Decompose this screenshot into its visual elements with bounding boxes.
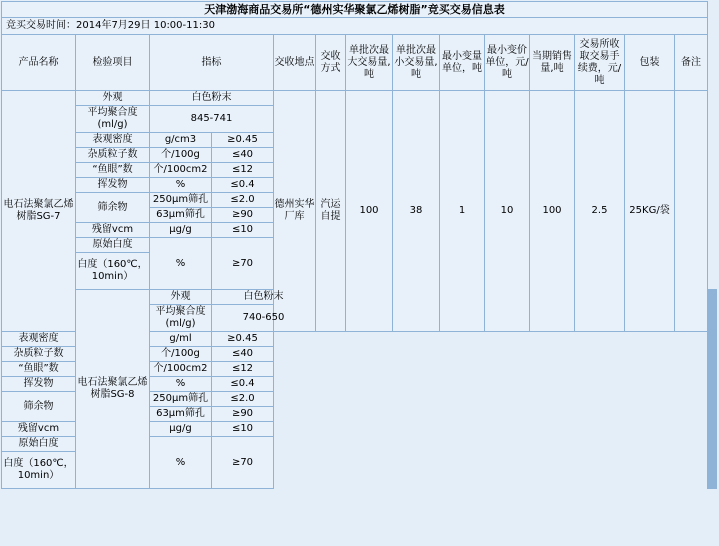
spec-item: 外观 [150,290,212,305]
delivery-location: 德州实华厂库 [274,91,316,332]
header-package: 包装 [625,35,675,91]
header-min-qty: 单批次最小交易量,吨 [393,35,440,91]
spec-unit: 个/100cm2 [150,362,212,377]
price-step: 10 [485,91,530,332]
header-index: 指标 [150,35,274,91]
spec-item: 残留vcm [2,422,76,437]
package: 25KG/袋 [625,91,675,332]
spec-item: 挥发物 [2,377,76,392]
delivery-method: 汽运自提 [316,91,346,332]
fee: 2.5 [575,91,625,332]
spec-unit: % [150,437,212,489]
spec-item: 杂质粒子数 [76,148,150,163]
remark [716,290,717,489]
header-remark: 备注 [675,35,708,91]
product-name: 电石法聚氯乙烯树脂SG-7 [2,91,76,332]
spec-item: “鱼眼”数 [2,362,76,377]
spec-value: ≤2.0 [212,392,274,407]
spec-value: ≤12 [212,163,274,178]
spec-unit: 个/100g [150,347,212,362]
spec-value: 845-741 [150,106,274,133]
spec-unit: 63μm筛孔 [150,407,212,422]
trade-info-table [1,1,717,489]
spec-item: 表观密度 [76,133,150,148]
spec-value: 740-650 [212,305,316,332]
spec-item: 挥发物 [76,178,150,193]
spec-unit: μg/g [150,422,212,437]
max-qty: 100 [346,91,393,332]
spec-value: ≤10 [212,223,274,238]
spec-unit: g/ml [150,332,212,347]
spec-value: ≤40 [212,148,274,163]
spec-unit: 63μm筛孔 [150,208,212,223]
spec-value: ≤2.0 [212,193,274,208]
spec-value: ≤12 [212,362,274,377]
spec-unit: 250μm筛孔 [150,392,212,407]
spec-item: 原始白度 [76,238,150,253]
min-step: 1 [440,91,485,332]
spec-value: ≤40 [212,347,274,362]
header-price-step: 最小变价单位，元/吨 [485,35,530,91]
sale-qty: 100 [530,91,575,332]
spec-unit: % [150,238,212,290]
page-title: 天津渤海商品交易所“德州实华聚氯乙烯树脂”竞买交易信息表 [2,2,708,18]
spec-item: 残留vcm [76,223,150,238]
spec-item: 平均聚合度(ml/g) [76,106,150,133]
spec-value: ≥0.45 [212,133,274,148]
header-sale-qty: 当期销售量,吨 [530,35,575,91]
spec-unit: % [150,178,212,193]
product-name: 电石法聚氯乙烯树脂SG-8 [76,290,150,489]
spec-unit: % [150,377,212,392]
spec-item: 杂质粒子数 [2,347,76,362]
spec-item: 白度（160℃，10min） [76,253,150,290]
spec-item: 平均聚合度(ml/g) [150,305,212,332]
spec-unit: 250μm筛孔 [150,193,212,208]
spec-item: “鱼眼”数 [76,163,150,178]
session-time: 竞买交易时间：2014年7月29日 10:00-11:30 [2,18,708,35]
min-qty: 38 [393,91,440,332]
header-min-step: 最小变量单位，吨 [440,35,485,91]
spec-unit: 个/100g [150,148,212,163]
spec-value: ≥70 [212,437,274,489]
header-location: 交收地点 [274,35,316,91]
spec-item: 表观密度 [2,332,76,347]
remark [675,91,708,332]
spec-item: 筛余物 [76,193,150,223]
spec-value: 白色粉末 [150,91,274,106]
spec-unit: μg/g [150,223,212,238]
spec-unit: 个/100cm2 [150,163,212,178]
header-fee: 交易所收取交易手续费，元/吨 [575,35,625,91]
spec-value: ≥0.45 [212,332,274,347]
header-item: 检验项目 [76,35,150,91]
header-product: 产品名称 [2,35,76,91]
spec-item: 原始白度 [2,437,76,452]
spec-value: ≤10 [212,422,274,437]
spec-item: 外观 [76,91,150,106]
spec-unit: g/cm3 [150,133,212,148]
spec-value: ≤0.4 [212,178,274,193]
header-max-qty: 单批次最大交易量,吨 [346,35,393,91]
spec-item: 筛余物 [2,392,76,422]
spec-value: ≤0.4 [212,377,274,392]
spec-value: ≥90 [212,208,274,223]
header-delivery: 交收方式 [316,35,346,91]
spec-item: 白度（160℃，10min） [2,452,76,489]
spec-value: ≥90 [212,407,274,422]
spec-value: ≥70 [212,238,274,290]
spec-value: 白色粉末 [212,290,316,305]
